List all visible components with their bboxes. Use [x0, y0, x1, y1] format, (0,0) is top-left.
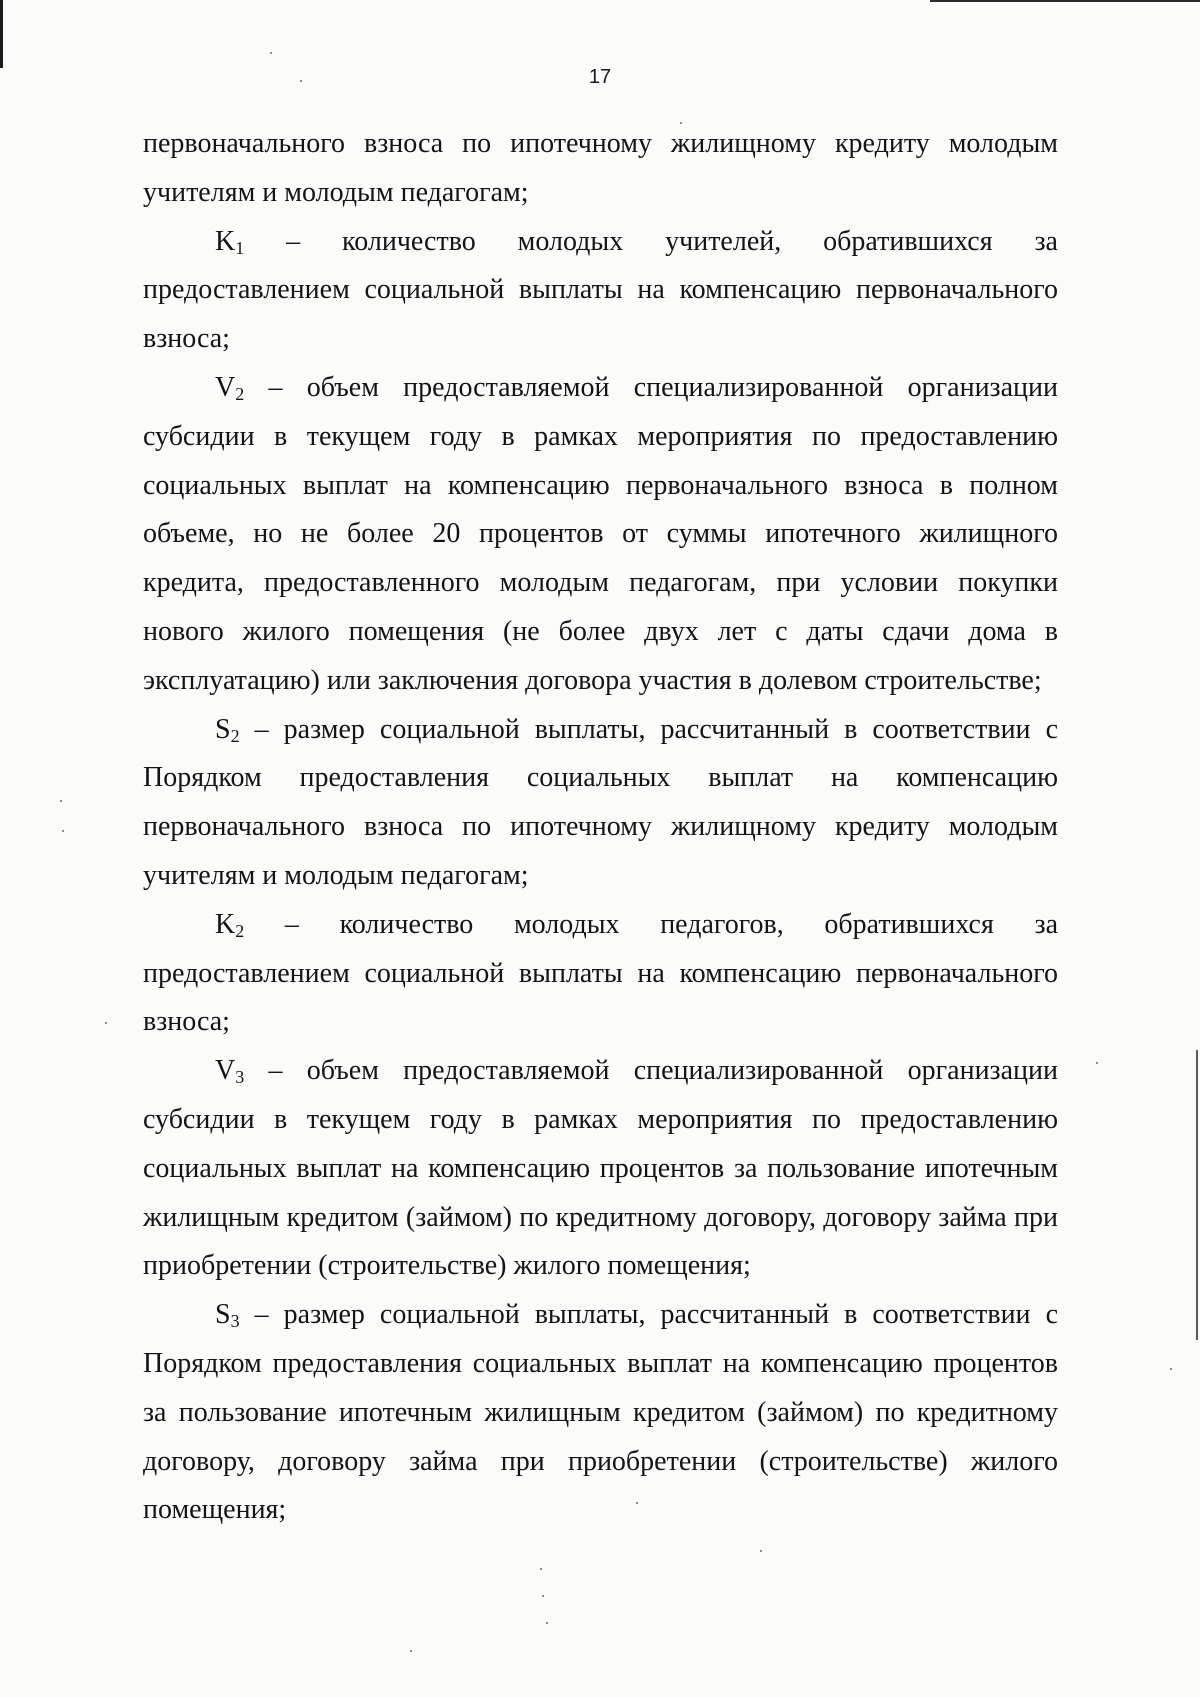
variable-subscript: 2	[235, 920, 245, 941]
scan-speck	[760, 1550, 762, 1552]
variable-symbol	[215, 1299, 240, 1330]
page-number: 17	[588, 66, 612, 88]
scan-speck	[546, 1622, 548, 1624]
paragraph-k2-definition	[143, 901, 1058, 1047]
scan-speck	[1096, 1062, 1098, 1064]
scan-speck	[62, 830, 64, 832]
scan-speck	[1170, 1368, 1172, 1370]
variable-subscript: 1	[235, 237, 245, 258]
variable-letter: K	[215, 225, 236, 257]
paragraph-text: первоначального взноса по ипотечному жилищному кредиту молодым учителям и молодым педагогам;	[143, 128, 1058, 208]
paragraph-text: – количество молодых учителей, обратившихся за предоставлением социальной выплаты на компенсацию первоначального взноса;	[143, 225, 1058, 355]
variable-symbol	[215, 372, 244, 403]
variable-letter: S	[215, 1299, 231, 1331]
variable-subscript: 2	[235, 383, 245, 404]
paragraph-v3-definition	[143, 1047, 1058, 1291]
scan-speck	[636, 1502, 638, 1504]
paragraph-s2-definition	[143, 706, 1058, 901]
scan-edge-line	[930, 0, 1200, 2]
variable-letter: K	[215, 908, 236, 940]
scan-speck	[300, 80, 302, 82]
scan-speck	[680, 122, 682, 124]
paragraph-text: – объем предоставляемой специализированной организации субсидии в текущем году в рамках мероприятия по предоставлению социальных выплат на компенсацию процентов за пользование ипотечным жилищным кредитом (займом) по кредитному договору, договору займа при приобретении (строительстве) жилого помещения;	[143, 1055, 1058, 1282]
variable-letter: V	[215, 371, 236, 403]
variable-symbol	[215, 226, 244, 257]
variable-letter: S	[215, 713, 231, 745]
variable-letter: V	[215, 1055, 236, 1087]
variable-subscript: 3	[235, 1067, 245, 1088]
paragraph-v2-definition	[143, 364, 1058, 706]
paragraph-text: – количество молодых педагогов, обратившихся за предоставлением социальной выплаты на компенсацию первоначального взноса;	[143, 908, 1058, 1038]
scan-speck	[60, 800, 62, 802]
variable-subscript: 3	[230, 1311, 240, 1332]
paragraph-k1-definition	[143, 218, 1058, 364]
scan-edge-mark	[0, 0, 3, 68]
scan-speck	[270, 52, 272, 54]
paragraph-continuation	[143, 120, 1058, 218]
variable-symbol	[215, 909, 244, 940]
variable-symbol	[215, 714, 240, 745]
paragraph-text: – объем предоставляемой специализированной организации субсидии в текущем году в рамках мероприятия по предоставлению социальных выплат на компенсацию первоначального взноса в полном объеме, но не более 20 процентов от суммы ипотечного жилищного кредита, предоставленного молодым педагогам, при условии покупки нового жилого помещения (не более двух лет с даты сдачи дома в эксплуатацию) или заключения договора участия в долевом строительстве;	[143, 371, 1058, 696]
scan-speck	[542, 1595, 544, 1597]
scan-speck	[540, 1568, 542, 1570]
variable-subscript: 2	[230, 725, 240, 746]
paragraph-text: – размер социальной выплаты, рассчитанный в соответствии с Порядком предоставления социальных выплат на компенсацию процентов за пользование ипотечным жилищным кредитом (займом) по кредитному договору, договору займа при приобретении (строительстве) жилого помещения;	[143, 1299, 1058, 1526]
scan-speck	[105, 1022, 107, 1024]
paragraph-text: – размер социальной выплаты, рассчитанный в соответствии с Порядком предоставления социальных выплат на компенсацию первоначального взноса по ипотечному жилищному кредиту молодым учителям и молодым педагогам;	[143, 713, 1058, 891]
document-body	[143, 120, 1058, 1535]
scan-edge-line-right	[1196, 1050, 1198, 1340]
variable-symbol	[215, 1055, 244, 1086]
scan-speck	[410, 1650, 412, 1652]
paragraph-s3-definition	[143, 1291, 1058, 1535]
